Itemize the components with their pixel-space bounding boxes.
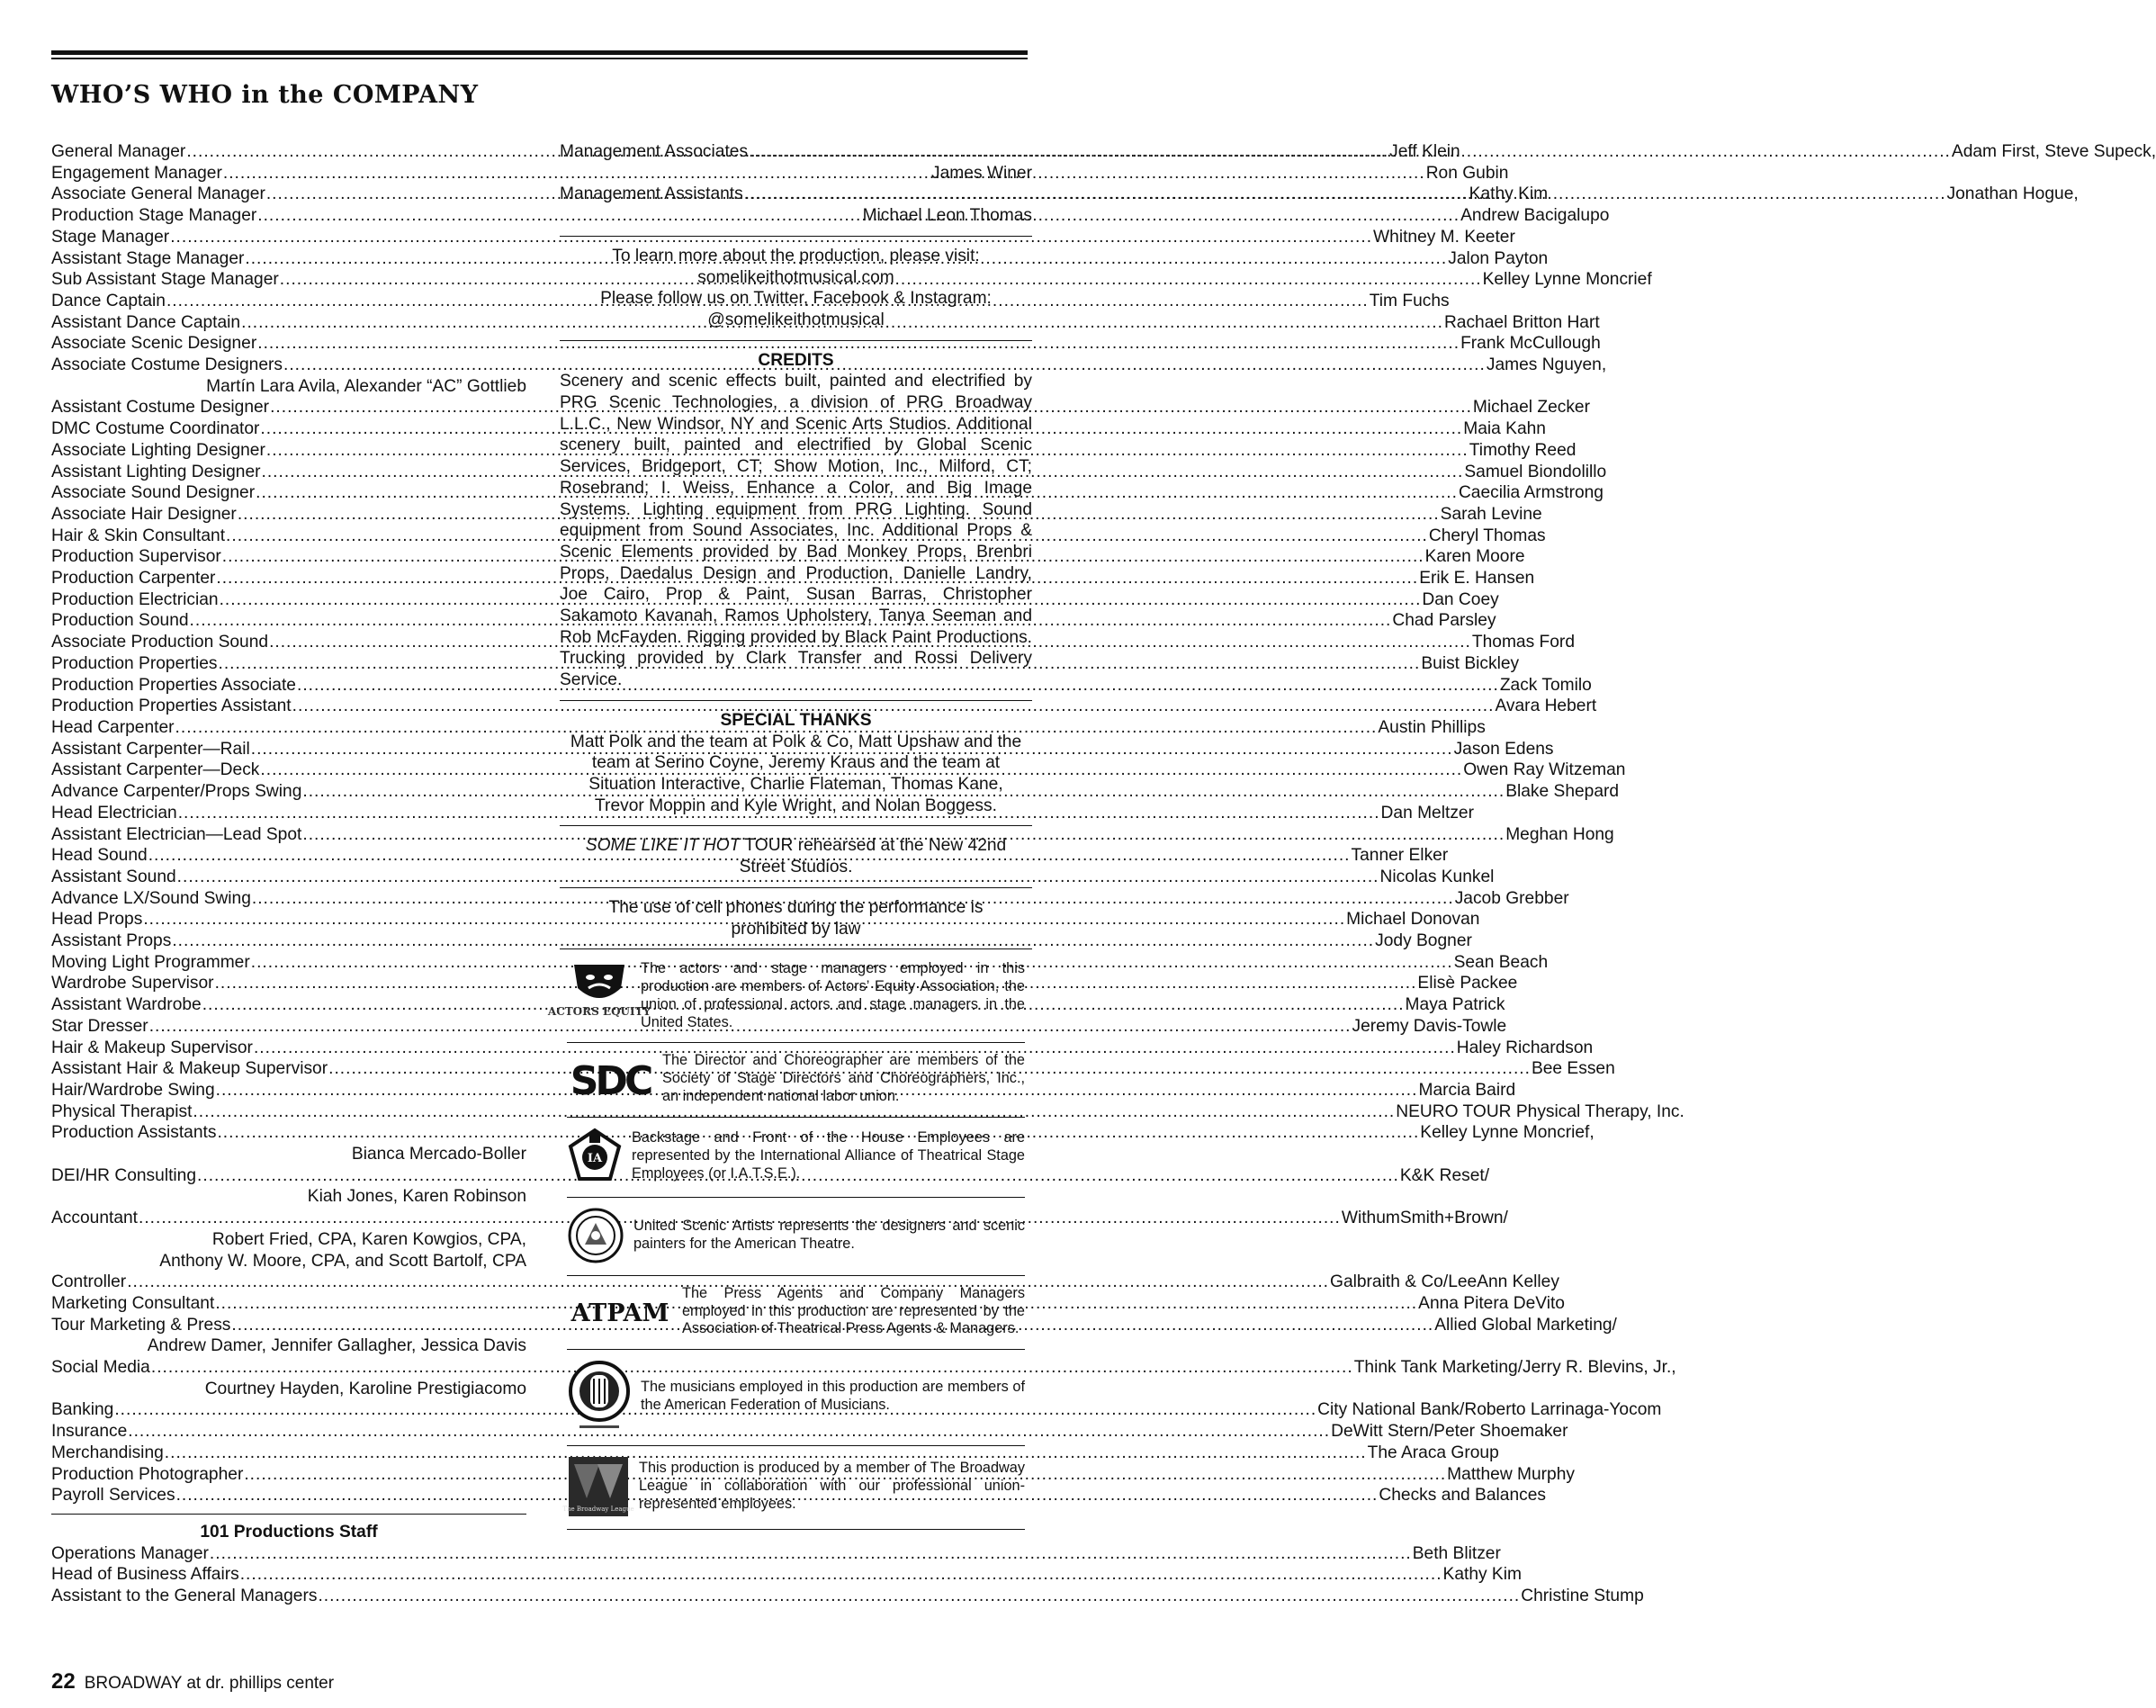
- staff-role: Marketing Consultant: [51, 1293, 215, 1313]
- staff-entry: [51, 546, 1525, 568]
- staff-role: Accountant: [51, 1209, 139, 1228]
- staff-entry: [51, 1315, 1617, 1336]
- staff-role: Production Sound: [51, 611, 189, 631]
- staff-role: Assistant to the General Managers: [51, 1587, 318, 1606]
- staff-role: Hair & Skin Consultant: [51, 526, 226, 545]
- staff-role: Production Stage Manager: [51, 206, 257, 226]
- staff-entry: [51, 1208, 1508, 1229]
- staff-name: K&K Reset/: [1399, 1165, 1490, 1185]
- staff-role: Head Carpenter: [51, 717, 175, 737]
- staff-name: Haley Richardson: [1456, 1038, 1594, 1057]
- staff-role: Assistant Stage Manager: [51, 248, 245, 268]
- rehearsal-text: TOUR rehearsed at the New 42nd Street Studios.: [739, 836, 1007, 877]
- divider: [560, 700, 1032, 701]
- staff-name: Jeremy Davis-Towle: [1352, 1016, 1507, 1036]
- staff-name: Owen Ray Witzeman: [1463, 760, 1626, 780]
- staff-role: Associate Scenic Designer: [51, 334, 257, 354]
- cell-phone-notice: The use of cell phones during the performance is prohibited by law: [608, 897, 984, 939]
- staff-role: Production Carpenter: [51, 569, 216, 589]
- staff-entry: [51, 1016, 1507, 1038]
- staff-name: Maya Patrick: [1405, 995, 1505, 1015]
- staff-name: Think Tank Marketing/Jerry R. Blevins, Jr.,: [1353, 1358, 1676, 1378]
- staff-entry: [51, 589, 1499, 611]
- staff-role: Insurance: [51, 1422, 128, 1442]
- staff-role: Merchandising: [51, 1443, 164, 1462]
- staff-name: NEURO TOUR Physical Therapy, Inc.: [1396, 1101, 1684, 1121]
- afm-logo-icon: [567, 1359, 632, 1434]
- staff-entry: [51, 397, 1590, 418]
- divider: [560, 887, 1032, 888]
- staff-name-continued: Robert Fried, CPA, Karen Kowgios, CPA,: [211, 1229, 526, 1249]
- staff-name: Kelley Lynne Moncrief: [1482, 270, 1652, 290]
- staff-name: Sean Beach: [1453, 952, 1549, 972]
- staff-name: Tim Fuchs: [1369, 291, 1450, 310]
- staff-name: Beth Blitzer: [1412, 1543, 1501, 1563]
- staff-entry: [51, 952, 1549, 974]
- union-text: United Scenic Artists represents the designers and scenic painters for the American Theatre.: [633, 1217, 1025, 1252]
- staff-entry: [51, 1058, 1615, 1080]
- staff-entry: [51, 803, 1474, 824]
- staff-role: Assistant Props: [51, 931, 172, 951]
- staff-role: Assistant Wardrobe: [51, 995, 202, 1015]
- union-notice-iatse: [567, 1118, 1025, 1198]
- staff-entry: [51, 1543, 1501, 1565]
- staff-name: Dan Meltzer: [1380, 803, 1474, 823]
- staff-entry: [51, 1421, 1568, 1443]
- union-notice-atpam: [567, 1276, 1025, 1350]
- staff-role: Associate Sound Designer: [51, 483, 256, 503]
- staff-entry: [51, 227, 1515, 248]
- staff-name: Whitney M. Keeter: [1373, 227, 1515, 247]
- divider: [560, 825, 1032, 826]
- staff-entry: [51, 632, 1575, 653]
- staff-name: Checks and Balances: [1379, 1486, 1546, 1506]
- page-footer: [51, 1669, 334, 1695]
- staff-role: Advance Carpenter/Props Swing: [51, 782, 302, 802]
- staff-entry: [51, 1272, 1559, 1293]
- staff-entry: [51, 1080, 1516, 1101]
- staff-name: Michael Donovan: [1346, 910, 1480, 930]
- staff-name: Ron Gubin: [1425, 163, 1509, 183]
- staff-name: Buist Bickley: [1421, 653, 1520, 673]
- staff-role: Assistant Electrician—Lead Spot: [51, 824, 302, 844]
- leader-dots: [240, 1564, 1442, 1586]
- staff-entry: [51, 1464, 1575, 1486]
- staff-role: Hair/Wardrobe Swing: [51, 1080, 215, 1100]
- staff-entry: [51, 930, 1472, 952]
- staff-name: Caecilia Armstrong: [1458, 483, 1604, 503]
- staff-name: Rachael Britton Hart: [1443, 312, 1600, 332]
- staff-role: General Manager: [51, 142, 186, 161]
- staff-role: Associate Hair Designer: [51, 504, 237, 524]
- staff-role: Assistant Carpenter—Rail: [51, 739, 250, 759]
- staff-entry: [51, 1399, 1662, 1421]
- staff-name: Adam First, Steve Supeck,: [1951, 142, 2156, 161]
- staff-name: Jacob Grebber: [1454, 888, 1569, 908]
- leader-dots: [749, 141, 1951, 163]
- staff-role: Assistant Lighting Designer: [51, 462, 261, 481]
- staff-name: Dan Coey: [1422, 589, 1499, 609]
- staff-entry: [51, 418, 1546, 440]
- staff-name: Erik E. Hansen: [1419, 569, 1535, 589]
- website-link[interactable]: somelikeithotmusical.com: [697, 267, 894, 287]
- staff-entry: [51, 462, 1607, 483]
- divider: [560, 340, 1032, 341]
- staff-role: Production Properties Associate: [51, 675, 296, 695]
- staff-name: Matthew Murphy: [1447, 1464, 1575, 1484]
- logo-label: The Broadway League: [562, 1506, 634, 1514]
- staff-name: Blake Shepard: [1505, 782, 1620, 802]
- publication-name: BROADWAY at dr. phillips center: [84, 1674, 335, 1693]
- staff-name: Jody Bogner: [1375, 931, 1472, 951]
- staff-entry: [51, 739, 1554, 760]
- page-number: 22: [51, 1669, 76, 1694]
- staff-entry: [51, 696, 1597, 717]
- staff-entry: [51, 973, 1518, 994]
- divider: [560, 236, 1032, 237]
- staff-name: Karen Moore: [1424, 547, 1525, 567]
- learn-more-text: To learn more about the production, please visit:: [612, 246, 980, 265]
- staff-entry: [51, 482, 1604, 504]
- credits-heading: CREDITS: [758, 350, 834, 370]
- staff-role: Dance Captain: [51, 291, 166, 310]
- staff-name: James Nguyen,: [1486, 355, 1607, 375]
- union-notice-broadway-league: [562, 1446, 1025, 1530]
- staff-entry: [51, 1443, 1499, 1464]
- staff-role: Moving Light Programmer: [51, 952, 250, 972]
- divider: [560, 948, 1032, 949]
- actors-equity-logo-icon: [547, 961, 651, 1031]
- staff-role: Head Sound: [51, 846, 148, 866]
- union-text: Backstage and Front of the House Employees are represented by the International Alliance of Theatrical Stage Employees (or I.A.T.S.E.).: [632, 1129, 1025, 1182]
- leader-dots: [744, 184, 1946, 205]
- staff-name: Andrew Bacigalupo: [1460, 206, 1610, 226]
- staff-role: Advance LX/Sound Swing: [51, 888, 251, 908]
- staff-role: Head of Business Affairs: [51, 1565, 239, 1585]
- staff-name: DeWitt Stern/Peter Shoemaker: [1331, 1422, 1568, 1442]
- staff-role: Associate Lighting Designer: [51, 440, 265, 460]
- staff-role: Production Properties: [51, 653, 218, 673]
- sdc-logo-icon: [567, 1056, 653, 1105]
- page-title: WHO’S WHO in the COMPANY: [51, 81, 479, 109]
- staff-name: Avara Hebert: [1495, 697, 1597, 716]
- staff-name-continued: Kiah Jones, Karen Robinson: [307, 1187, 526, 1207]
- staff-name-continued: Michael Leon Thomas: [862, 206, 1032, 226]
- staff-role: Production Photographer: [51, 1464, 244, 1484]
- staff-name: Michael Zecker: [1472, 398, 1590, 418]
- staff-role: Assistant Hair & Makeup Supervisor: [51, 1059, 328, 1079]
- staff-role: Head Props: [51, 910, 143, 930]
- staff-name: Anna Pitera DeVito: [1418, 1293, 1565, 1313]
- staff-name: Maia Kahn: [1463, 419, 1546, 439]
- staff-role: Engagement Manager: [51, 163, 222, 183]
- broadway-league-logo-icon: [562, 1455, 634, 1518]
- staff-name: Sarah Levine: [1440, 504, 1542, 524]
- staff-name: The Araca Group: [1367, 1443, 1499, 1462]
- union-text: The actors and stage managers employed in this production are members of Actors’ Equity Association, the union of professional actors and stage managers in the United States.: [641, 960, 1025, 1030]
- staff-entry: [51, 760, 1626, 781]
- staff-role: Hair & Makeup Supervisor: [51, 1038, 253, 1057]
- staff-role: Production Electrician: [51, 589, 219, 609]
- staff-role: Assistant Costume Designer: [51, 398, 270, 418]
- productions-staff-list: [51, 1543, 1644, 1607]
- staff-role: Stage Manager: [51, 227, 170, 247]
- staff-role: Assistant Dance Captain: [51, 312, 241, 332]
- staff-role: Production Assistants: [51, 1123, 217, 1143]
- staff-name: Nicolas Kunkel: [1379, 867, 1495, 886]
- staff-role: Payroll Services: [51, 1486, 175, 1506]
- social-text: Please follow us on Twitter, Facebook & Instagram:: [600, 289, 992, 309]
- atpam-logo-icon: [567, 1293, 673, 1329]
- rehearsal-note: [560, 835, 1032, 877]
- staff-role: DEI/HR Consulting: [51, 1165, 197, 1185]
- union-text: This production is produced by a member of The Broadway League in collaboration with our professional union-represented employees.: [639, 1460, 1025, 1513]
- staff-name: Chad Parsley: [1392, 611, 1496, 631]
- show-title: SOME LIKE IT HOT: [585, 836, 741, 856]
- special-thanks-body: Matt Polk and the team at Polk & Co, Matt Upshaw and the team at Serino Coyne, Jeremy Kraus and the team at Situation Interactive, Charlie Flateman, Thomas Kane, Trevor Moppin and Kyle Wright, and Nolan Boggess.: [570, 732, 1022, 815]
- staff-entry: [51, 440, 1577, 462]
- staff-entry: [51, 526, 1546, 547]
- union-notice-sdc: [567, 1043, 1025, 1117]
- union-list: [547, 951, 1025, 1530]
- logo-label: IA: [587, 1151, 603, 1165]
- staff-role: Controller: [51, 1272, 127, 1292]
- staff-entry: [51, 1101, 1684, 1123]
- staff-name: Meghan Hong: [1505, 824, 1614, 844]
- staff-role: Assistant Carpenter—Deck: [51, 760, 260, 780]
- credits-body: Scenery and scenic effects built, painted and electrified by PRG Scenic Technologies, a division of PRG Broadway L.L.C., New Windsor, NY and Scenic Arts Studios. Additional scenery built, painted and electrified by Global Scenic Services, Bridgeport, CT; Show Motion, Inc., Milford, CT; Rosebrand; I. Weiss, Enhance a Color, and Big Image Systems. Lighting equipment from PRG Lighting. Sound equipment from Sound Associates, Inc. Additional Props & Scenic Elements provided by Bad Monkey Props, Brenbri Props, Daedalus Design and Production, Danielle Landry, Joe Cairo, Prop & Paint, Susan Barras, Christopher Sakamoto Kavanah, Ramos Upholstery, Tanya Seeman and Rob McFayden. Rigging provided by Black Paint Productions. Trucking provided by Clark Transfer and Rossi Delivery Service.: [560, 372, 1032, 690]
- staff-name: Christine Stump: [1521, 1587, 1644, 1606]
- staff-name: Elisè Packee: [1417, 974, 1518, 993]
- staff-role: Production Properties Assistant: [51, 697, 292, 716]
- staff-role: Management Associates: [560, 142, 749, 161]
- staff-entry: [51, 675, 1592, 697]
- staff-entry: [51, 1485, 1546, 1506]
- staff-entry: [51, 1357, 1676, 1379]
- staff-name: Marcia Baird: [1418, 1080, 1516, 1100]
- union-notice-usa: [567, 1198, 1025, 1276]
- staff-entry: [51, 888, 1569, 910]
- staff-entry: [51, 333, 1601, 355]
- staff-name-continued: Anthony W. Moore, CPA, and Scott Bartolf, CPA: [159, 1251, 526, 1271]
- staff-name: Kathy Kim: [1442, 1565, 1522, 1585]
- staff-entry: [51, 1122, 1595, 1144]
- staff-name: Austin Phillips: [1378, 717, 1486, 737]
- union-notice-afm: [567, 1350, 1025, 1446]
- staff-name: Cheryl Thomas: [1428, 526, 1546, 545]
- staff-name: Zack Tomilo: [1499, 675, 1592, 695]
- staff-entry: [51, 781, 1620, 803]
- staff-role: Banking: [51, 1400, 114, 1420]
- staff-name: Thomas Ford: [1471, 633, 1575, 652]
- staff-entry: [51, 1564, 1522, 1586]
- leader-dots: [210, 1543, 1412, 1565]
- staff-role: Assistant Sound: [51, 867, 176, 886]
- staff-role: Associate General Manager: [51, 184, 265, 204]
- staff-name: Kelley Lynne Moncrief,: [1420, 1123, 1595, 1143]
- staff-role: Social Media: [51, 1358, 150, 1378]
- staff-entry: [51, 568, 1535, 589]
- staff-name: Timothy Reed: [1469, 440, 1577, 460]
- staff-name-continued: Martín Lara Avila, Alexander “AC” Gottlieb: [206, 376, 526, 396]
- staff-name: City National Bank/Roberto Larrinaga-Yocom: [1317, 1400, 1662, 1420]
- staff-name: Jason Edens: [1453, 739, 1554, 759]
- staff-role: DMC Costume Coordinator: [51, 419, 260, 439]
- leader-dots: [318, 1586, 1520, 1607]
- staff-name: Jeff Klein: [1389, 142, 1460, 161]
- staff-entry: [51, 867, 1495, 888]
- staff-name-continued: Bianca Mercado-Boller: [351, 1145, 526, 1164]
- divider: [51, 1514, 526, 1515]
- staff-entry: [51, 1038, 1594, 1059]
- staff-role: Associate Production Sound: [51, 633, 269, 652]
- staff-role: Management Assistants: [560, 184, 743, 204]
- staff-role: Head Electrician: [51, 803, 177, 823]
- special-thanks-heading: SPECIAL THANKS: [720, 710, 872, 730]
- staff-name: WithumSmith+Brown/: [1341, 1209, 1508, 1228]
- union-text: The Press Agents and Company Managers employed in this production are represented by the Association of Theatrical Press Agents & Managers.: [682, 1284, 1025, 1337]
- union-text: The Director and Choreographer are members of the Society of Stage Directors and Choreographers, Inc., an independent national labor union.: [662, 1052, 1025, 1104]
- staff-entry: [51, 610, 1496, 632]
- logo-label: ATPAM: [570, 1299, 669, 1328]
- staff-entry: [51, 1165, 1490, 1187]
- staff-name: Tanner Elker: [1351, 846, 1449, 866]
- union-text: The musicians employed in this production are members of the American Federation of Musicians.: [641, 1379, 1025, 1414]
- staff-name: Frank McCullough: [1460, 334, 1601, 354]
- staff-name: Samuel Biondolillo: [1464, 462, 1607, 481]
- staff-name: Allied Global Marketing/: [1434, 1315, 1617, 1335]
- learn-more-block: [560, 246, 1032, 331]
- usa-logo-icon: [567, 1207, 624, 1264]
- staff-name: Bee Essen: [1531, 1059, 1615, 1079]
- header-rule-thick: [51, 50, 1028, 55]
- staff-entry: [51, 504, 1542, 526]
- logo-label: SDC: [570, 1058, 651, 1105]
- logo-label: ACTORS EQUITY: [547, 1004, 651, 1018]
- iatse-logo-icon: [567, 1127, 623, 1186]
- staff-role: Star Dresser: [51, 1016, 148, 1036]
- staff-role: Production Supervisor: [51, 547, 221, 567]
- staff-name-continued: James Winer: [931, 163, 1032, 183]
- staff-role: Wardrobe Supervisor: [51, 974, 214, 993]
- staff-name: Jonathan Hogue,: [1946, 184, 2079, 204]
- staff-entry: [51, 1586, 1644, 1607]
- staff-role: Physical Therapist: [51, 1101, 193, 1121]
- union-notice-actors-equity: [547, 951, 1025, 1043]
- staff-role: Sub Assistant Stage Manager: [51, 270, 279, 290]
- staff-name: Kathy Kim: [1469, 184, 1549, 204]
- social-handle[interactable]: @somelikeithotmusical: [707, 310, 885, 329]
- staff-role: Operations Manager: [51, 1543, 209, 1563]
- productions-heading: 101 Productions Staff: [200, 1523, 378, 1542]
- staff-role: Associate Costume Designers: [51, 355, 283, 375]
- staff-name-continued: Courtney Hayden, Karoline Prestigiacomo: [204, 1379, 526, 1398]
- staff-name-continued: Andrew Damer, Jennifer Gallagher, Jessica Davis: [147, 1336, 526, 1356]
- staff-role: Tour Marketing & Press: [51, 1315, 231, 1335]
- header-rule-thin: [51, 58, 1028, 59]
- staff-entry: [51, 653, 1520, 675]
- staff-name: Galbraith & Co/LeeAnn Kelley: [1330, 1272, 1559, 1292]
- staff-name: Jalon Payton: [1448, 248, 1549, 268]
